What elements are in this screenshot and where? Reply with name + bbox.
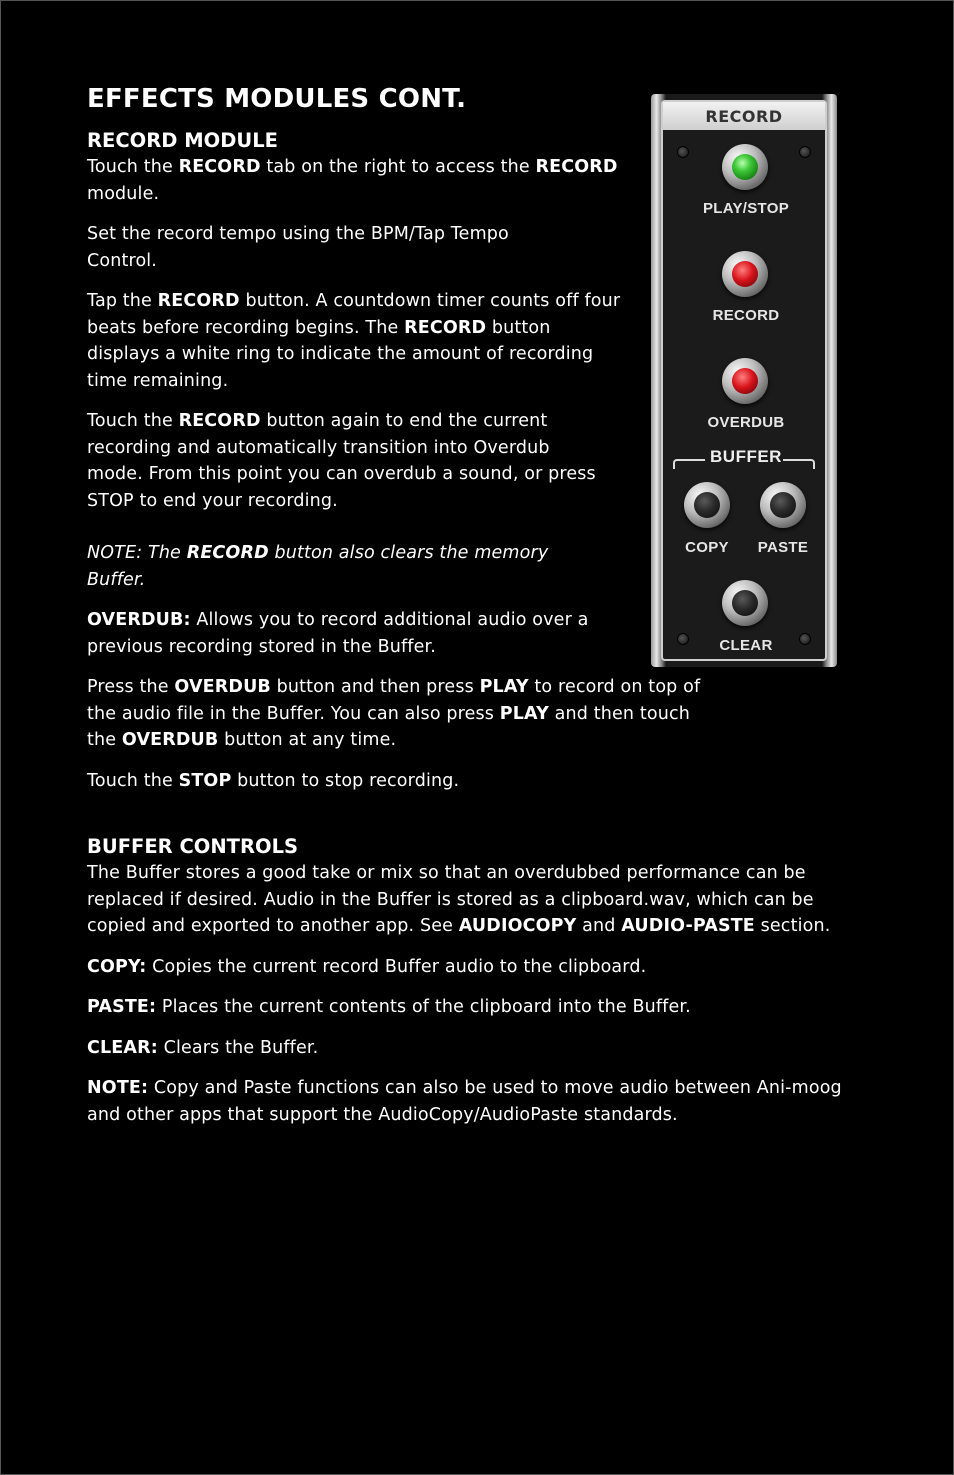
buffer-clear-paragraph: CLEAR: Clears the Buffer. — [87, 1037, 319, 1058]
clear-button[interactable] — [722, 580, 768, 626]
play-stop-button[interactable] — [722, 144, 768, 190]
panel-body — [661, 100, 827, 661]
buffer-label: BUFFER — [710, 447, 782, 466]
record-note: NOTE: The RECORD button also clears the memory Buffer. — [87, 543, 549, 590]
screw-icon — [799, 146, 811, 158]
record-module-p3: Tap the RECORD button. A countdown timer counts off four beats before recording begins. The RECORD button displays a white ring to indicate the amount of recording time remaining. — [87, 291, 621, 391]
red-led-icon — [732, 368, 758, 394]
record-module-p1: Touch the RECORD tab on the right to access the RECORD module. — [87, 157, 618, 204]
record-button[interactable] — [722, 251, 768, 297]
copy-button[interactable] — [684, 482, 730, 528]
page-title: EFFECTS MODULES CONT. — [87, 84, 467, 114]
buffer-note-paragraph: NOTE: Copy and Paste functions can also be used to move audio between Ani-moog and other apps that support the AudioCopy/AudioPaste standards. — [87, 1078, 842, 1125]
buffer-controls-p1: The Buffer stores a good take or mix so that an overdubbed performance can be replaced if desired. Audio in the Buffer is stored as a clipboard.wav, which can be copied and exported to another app. See AUDIOCOPY and AUDIO-PASTE section. — [87, 863, 831, 936]
dark-led-icon — [732, 590, 758, 616]
record-module-p5: Press the OVERDUB button and then press PLAY to record on top of the audio file in the Buffer. You can also press PLAY and then touch the OVERDUB button at any time. — [87, 677, 701, 750]
record-module-p4: Touch the RECORD button again to end the current recording and automatically transition into Overdub mode. From this point you can overdub a sound, or press STOP to end your recording. — [87, 411, 596, 511]
record-label: RECORD — [712, 307, 780, 324]
dark-led-icon — [694, 492, 720, 518]
record-module-p2: Set the record tempo using the BPM/Tap Tempo Control. — [87, 224, 509, 271]
buffer-controls-heading: BUFFER CONTROLS — [87, 835, 299, 858]
overdub-button[interactable] — [722, 358, 768, 404]
overdub-paragraph: OVERDUB: Allows you to record additional audio over a previous recording stored in the Buffer. — [87, 610, 589, 657]
overdub-label: OVERDUB — [707, 414, 785, 431]
red-led-icon — [732, 261, 758, 287]
record-module-heading: RECORD MODULE — [87, 129, 278, 152]
green-led-icon — [732, 154, 758, 180]
dark-led-icon — [770, 492, 796, 518]
clear-label: CLEAR — [719, 637, 773, 654]
panel-header: RECORD — [663, 102, 825, 130]
copy-label: COPY — [685, 539, 729, 556]
buffer-copy-paragraph: COPY: Copies the current record Buffer audio to the clipboard. — [87, 956, 647, 977]
buffer-paste-paragraph: PASTE: Places the current contents of the clipboard into the Buffer. — [87, 997, 691, 1017]
record-module-panel — [651, 94, 837, 667]
screw-icon — [677, 146, 689, 158]
paste-button[interactable] — [760, 482, 806, 528]
play-stop-label: PLAY/STOP — [702, 200, 790, 217]
record-module-p6: Touch the STOP button to stop recording. — [87, 770, 460, 791]
paste-label: PASTE — [757, 539, 809, 556]
